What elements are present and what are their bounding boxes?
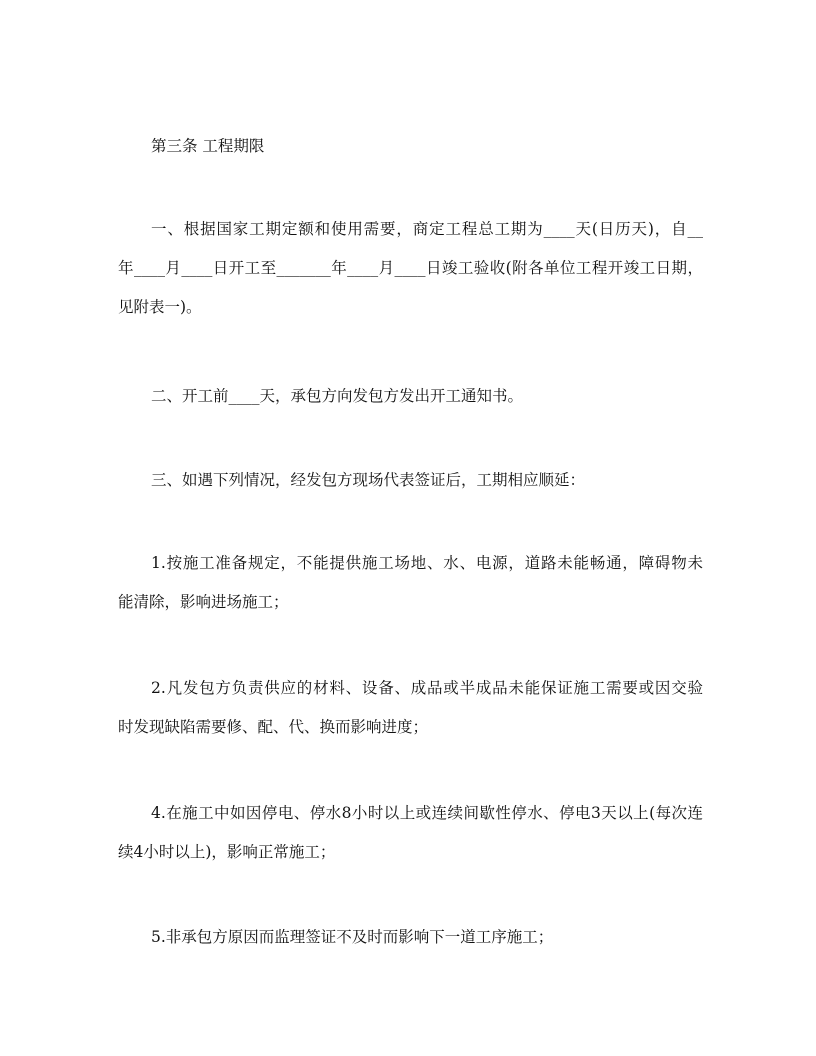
list-item-1 (118, 544, 703, 622)
paragraph-line: 2.凡发包方负责供应的材料、设备、成品或半成品未能保证施工需要或因交验 (151, 679, 703, 697)
list-item-2 (118, 669, 703, 747)
paragraph-line: 年____月____日开工至_______年____月____日竣工验收(附各单位工程开竣工日期， (118, 259, 703, 277)
list-item-4 (118, 794, 703, 872)
paragraph-line: 一、根据国家工期定额和使用需要，商定工程总工期为____天(日历天)，自__ (151, 220, 703, 238)
paragraph-line: 见附表一)。 (118, 298, 202, 316)
list-item-5 (118, 918, 703, 957)
paragraph-line: 能清除，影响进场施工； (118, 593, 289, 611)
paragraph-line: 5.非承包方原因而监理签证不及时而影响下一道工序施工； (151, 928, 554, 946)
clause-paragraph-1 (118, 210, 703, 327)
clause-heading (118, 127, 703, 166)
paragraph-line: 1.按施工准备规定，不能提供施工场地、水、电源，道路未能畅通，障碍物未 (151, 554, 703, 572)
heading-line: 第三条 工程期限 (151, 137, 265, 155)
paragraph-line: 三、如遇下列情况，经发包方现场代表签证后，工期相应顺延： (151, 471, 586, 489)
clause-paragraph-3 (118, 461, 703, 500)
paragraph-line: 时发现缺陷需要修、配、代、换而影响进度； (118, 718, 429, 736)
paragraph-line: 4.在施工中如因停电、停水8小时以上或连续间歇性停水、停电3天以上(每次连 (151, 804, 703, 822)
clause-paragraph-2 (118, 377, 703, 416)
paragraph-line: 二、开工前____天，承包方向发包方发出开工通知书。 (151, 387, 524, 405)
paragraph-line: 续4小时以上)，影响正常施工； (118, 843, 336, 861)
